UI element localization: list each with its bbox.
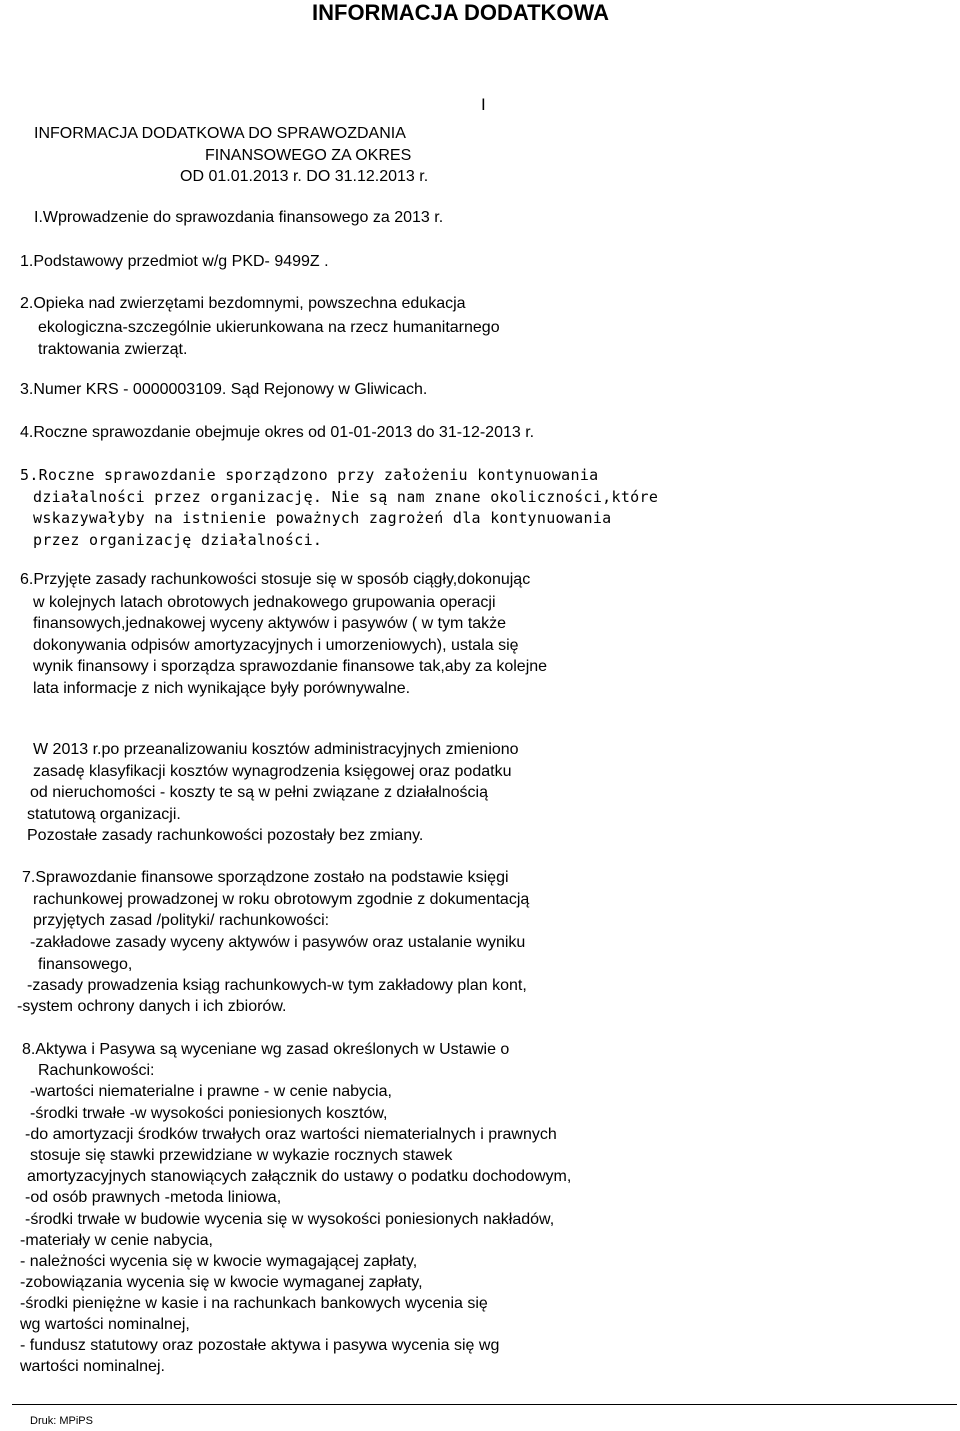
header-line-2: FINANSOWEGO ZA OKRES (205, 147, 412, 164)
item-5-line-1: 5.Roczne sprawozdanie sporządzono przy założeniu kontynuowania (20, 466, 599, 484)
intro-heading: I.Wprowadzenie do sprawozdania finansowego za 2013 r. (34, 209, 444, 226)
item-6b-line-5: Pozostałe zasady rachunkowości pozostały bez zmiany. (27, 827, 424, 844)
header-line-3: OD 01.01.2013 r. DO 31.12.2013 r. (180, 168, 429, 185)
item-6-line-4: dokonywania odpisów amortyzacyjnych i umorzeniowych), ustala się (33, 637, 519, 654)
item-6b-line-1: W 2013 r.po przeanalizowaniu kosztów administracyjnych zmieniono (33, 741, 519, 758)
item-7-line-3: przyjętych zasad /polityki/ rachunkowości: (33, 912, 330, 929)
item-8-line-12: -zobowiązania wycenia się w kwocie wymaganej zapłaty, (20, 1274, 423, 1291)
item-8-line-3: -wartości niematerialne i prawne - w cenie nabycia, (30, 1083, 392, 1100)
item-8-line-2: Rachunkowości: (38, 1062, 155, 1079)
item-6b-line-2: zasadę klasyfikacji kosztów wynagrodzenia księgowej oraz podatku (33, 763, 512, 780)
item-7-line-7: -system ochrony danych i ich zbiorów. (17, 998, 287, 1015)
item-4: 4.Roczne sprawozdanie obejmuje okres od 01-01-2013 do 31-12-2013 r. (20, 424, 535, 441)
footer-divider (12, 1404, 957, 1405)
item-8-line-6: stosuje się stawki przewidziane w wykazie rocznych stawek (30, 1147, 453, 1164)
item-7-line-4: -zakładowe zasady wyceny aktywów i pasywów oraz ustalanie wyniku (30, 934, 526, 951)
item-6-line-2: w kolejnych latach obrotowych jednakowego grupowania operacji (33, 594, 496, 611)
item-7-line-2: rachunkowej prowadzonej w roku obrotowym zgodnie z dokumentacją (33, 891, 530, 908)
footer-print-label: Druk: MPiPS (30, 1415, 93, 1427)
item-5-line-3: wskazywałyby na istnienie poważnych zagrożeń dla kontynuowania (33, 509, 612, 527)
item-8-line-8: -od osób prawnych -metoda liniowa, (25, 1189, 282, 1206)
item-5-line-2: działalności przez organizację. Nie są nam znane okoliczności,które (33, 488, 659, 506)
item-1: 1.Podstawowy przedmiot w/g PKD- 9499Z . (20, 253, 329, 270)
item-8-line-5: -do amortyzacji środków trwałych oraz wartości niematerialnych i prawnych (25, 1126, 557, 1143)
item-2-line-1: 2.Opieka nad zwierzętami bezdomnymi, powszechna edukacja (20, 295, 466, 312)
item-8-line-16: wartości nominalnej. (20, 1358, 165, 1375)
header-line-1: INFORMACJA DODATKOWA DO SPRAWOZDANIA (34, 125, 406, 142)
page-title: INFORMACJA DODATKOWA (312, 0, 609, 25)
item-6b-line-4: statutową organizacji. (27, 806, 181, 823)
item-6-line-1: 6.Przyjęte zasady rachunkowości stosuje się w sposób ciągły,dokonując (20, 571, 531, 588)
item-7-line-5: finansowego, (38, 956, 133, 973)
item-8-line-15: - fundusz statutowy oraz pozostałe aktywa i pasywa wycenia się wg (20, 1337, 500, 1354)
section-marker: I (481, 95, 486, 114)
item-2-line-3: traktowania zwierząt. (38, 341, 188, 358)
item-6-line-3: finansowych,jednakowej wyceny aktywów i pasywów ( w tym także (33, 615, 507, 632)
item-8-line-10: -materiały w cenie nabycia, (20, 1232, 213, 1249)
item-2-line-2: ekologiczna-szczególnie ukierunkowana na rzecz humanitarnego (38, 319, 500, 336)
item-8-line-13: -środki pieniężne w kasie i na rachunkach bankowych wycenia się (20, 1295, 488, 1312)
item-6b-line-3: od nieruchomości - koszty te są w pełni związane z działalnością (30, 784, 488, 801)
item-3: 3.Numer KRS - 0000003109. Sąd Rejonowy w Gliwicach. (20, 381, 428, 398)
item-7-line-1: 7.Sprawozdanie finansowe sporządzone zostało na podstawie księgi (22, 869, 509, 886)
item-8-line-4: -środki trwałe -w wysokości poniesionych kosztów, (30, 1105, 388, 1122)
item-8-line-9: -środki trwałe w budowie wycenia się w wysokości poniesionych nakładów, (25, 1211, 555, 1228)
item-6-line-5: wynik finansowy i sporządza sprawozdanie finansowe tak,aby za kolejne (33, 658, 548, 675)
item-8-line-14: wg wartości nominalnej, (20, 1316, 190, 1333)
item-8-line-1: 8.Aktywa i Pasywa są wyceniane wg zasad określonych w Ustawie o (22, 1041, 510, 1058)
item-5-line-4: przez organizację działalności. (33, 531, 323, 549)
item-7-line-6: -zasady prowadzenia ksiąg rachunkowych-w tym zakładowy plan kont, (27, 977, 527, 994)
item-8-line-11: - należności wycenia się w kwocie wymagającej zapłaty, (20, 1253, 418, 1270)
item-8-line-7: amortyzacyjnych stanowiących załącznik do ustawy o podatku dochodowym, (27, 1168, 572, 1185)
item-6-line-6: lata informacje z nich wynikające były porównywalne. (33, 680, 411, 697)
